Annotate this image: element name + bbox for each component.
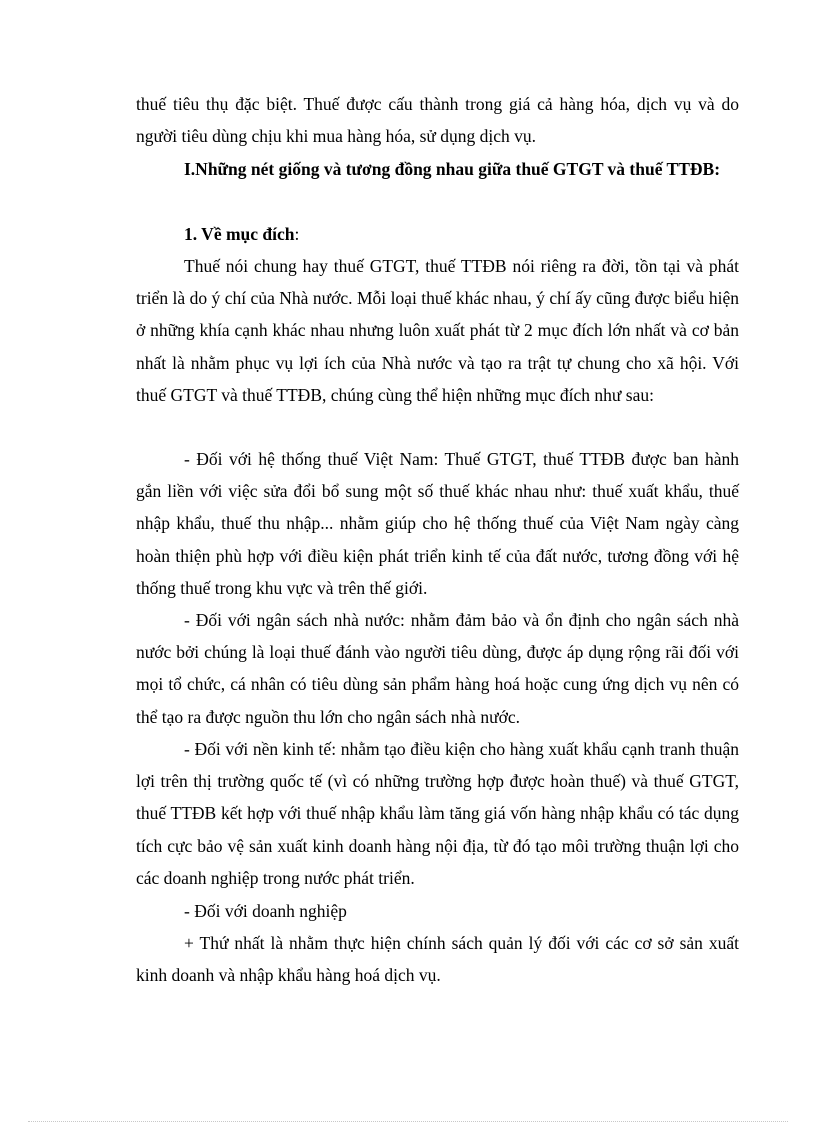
- subheading-colon: :: [294, 224, 300, 244]
- section-heading: [136, 153, 739, 185]
- body-paragraph: thuế tiêu thụ đặc biệt. Thuế được cấu thành trong giá cả hàng hóa, dịch vụ và do người tiêu dùng chịu khi mua hàng hóa, sử dụng dịch vụ.: [136, 94, 739, 147]
- paragraph-state-budget: [136, 604, 739, 733]
- paragraph-enterprises: [136, 895, 739, 927]
- body-paragraph: Thuế nói chung hay thuế GTGT, thuế TTĐB nói riêng ra đời, tồn tại và phát triển là do ý chí của Nhà nước. Mỗi loại thuế khác nhau, ý chí ấy cũng được biểu hiện ở những khía cạnh khác nhau nhưng luôn xuất phát từ 2 mục đích lớn nhất và cơ bản nhất là nhằm phục vụ lợi ích của Nhà nước và tạo ra trật tự chung cho xã hội. Với thuế GTGT và thuế TTĐB, chúng cùng thể hiện những mục đích như sau:: [136, 256, 739, 405]
- page-bottom-border: [28, 1121, 788, 1122]
- subheading-line: [136, 218, 739, 250]
- body-paragraph: + Thứ nhất là nhằm thực hiện chính sách quản lý đối với các cơ sở sản xuất kinh doanh và nhập khẩu hàng hoá dịch vụ.: [136, 933, 739, 986]
- body-paragraph: - Đối với doanh nghiệp: [184, 901, 347, 921]
- section-heading-text: I.Những nét giống và tương đồng nhau giữa thuế GTGT và thuế TTĐB:: [184, 159, 721, 179]
- body-paragraph: - Đối với hệ thống thuế Việt Nam: Thuế GTGT, thuế TTĐB được ban hành gắn liền với việc sửa đổi bổ sung một số thuế khác nhau như: thuế xuất khẩu, thuế nhập khẩu, thuế thu nhập... nhằm giúp cho hệ thống thuế của Việt Nam ngày càng hoàn thiện phù hợp với điều kiện phát triển kinh tế của đất nước, tương đồng với hệ thống thuế trong khu vực và trên thế giới.: [136, 449, 739, 598]
- paragraph-purpose: [136, 250, 739, 411]
- body-paragraph: - Đối với ngân sách nhà nước: nhằm đảm bảo và ổn định cho ngân sách nhà nước bởi chúng là loại thuế đánh vào người tiêu dùng, được áp dụng rộng rãi đối với mọi tổ chức, cá nhân có tiêu dùng sản phẩm hàng hoá hoặc cung ứng dịch vụ nên có thể tạo ra được nguồn thu lớn cho ngân sách nhà nước.: [136, 610, 739, 727]
- body-paragraph: - Đối với nền kinh tế: nhằm tạo điều kiện cho hàng xuất khẩu cạnh tranh thuận lợi trên thị trường quốc tế (vì có những trường hợp được hoàn thuế) và thuế GTGT, thuế TTĐB kết hợp với thuế nhập khẩu làm tăng giá vốn hàng nhập khẩu có tác dụng tích cực bảo vệ sản xuất kinh doanh hàng nội địa, từ đó tạo môi trường thuận lợi cho các doanh nghiệp trong nước phát triển.: [136, 739, 739, 888]
- paragraph-economy: [136, 733, 739, 894]
- paragraph-first-point: [136, 927, 739, 991]
- paragraph-intro-continuation: [136, 88, 739, 152]
- subheading: [136, 218, 739, 250]
- paragraph-tax-system: [136, 443, 739, 604]
- subheading-bold-text: 1. Về mục đích: [184, 224, 295, 244]
